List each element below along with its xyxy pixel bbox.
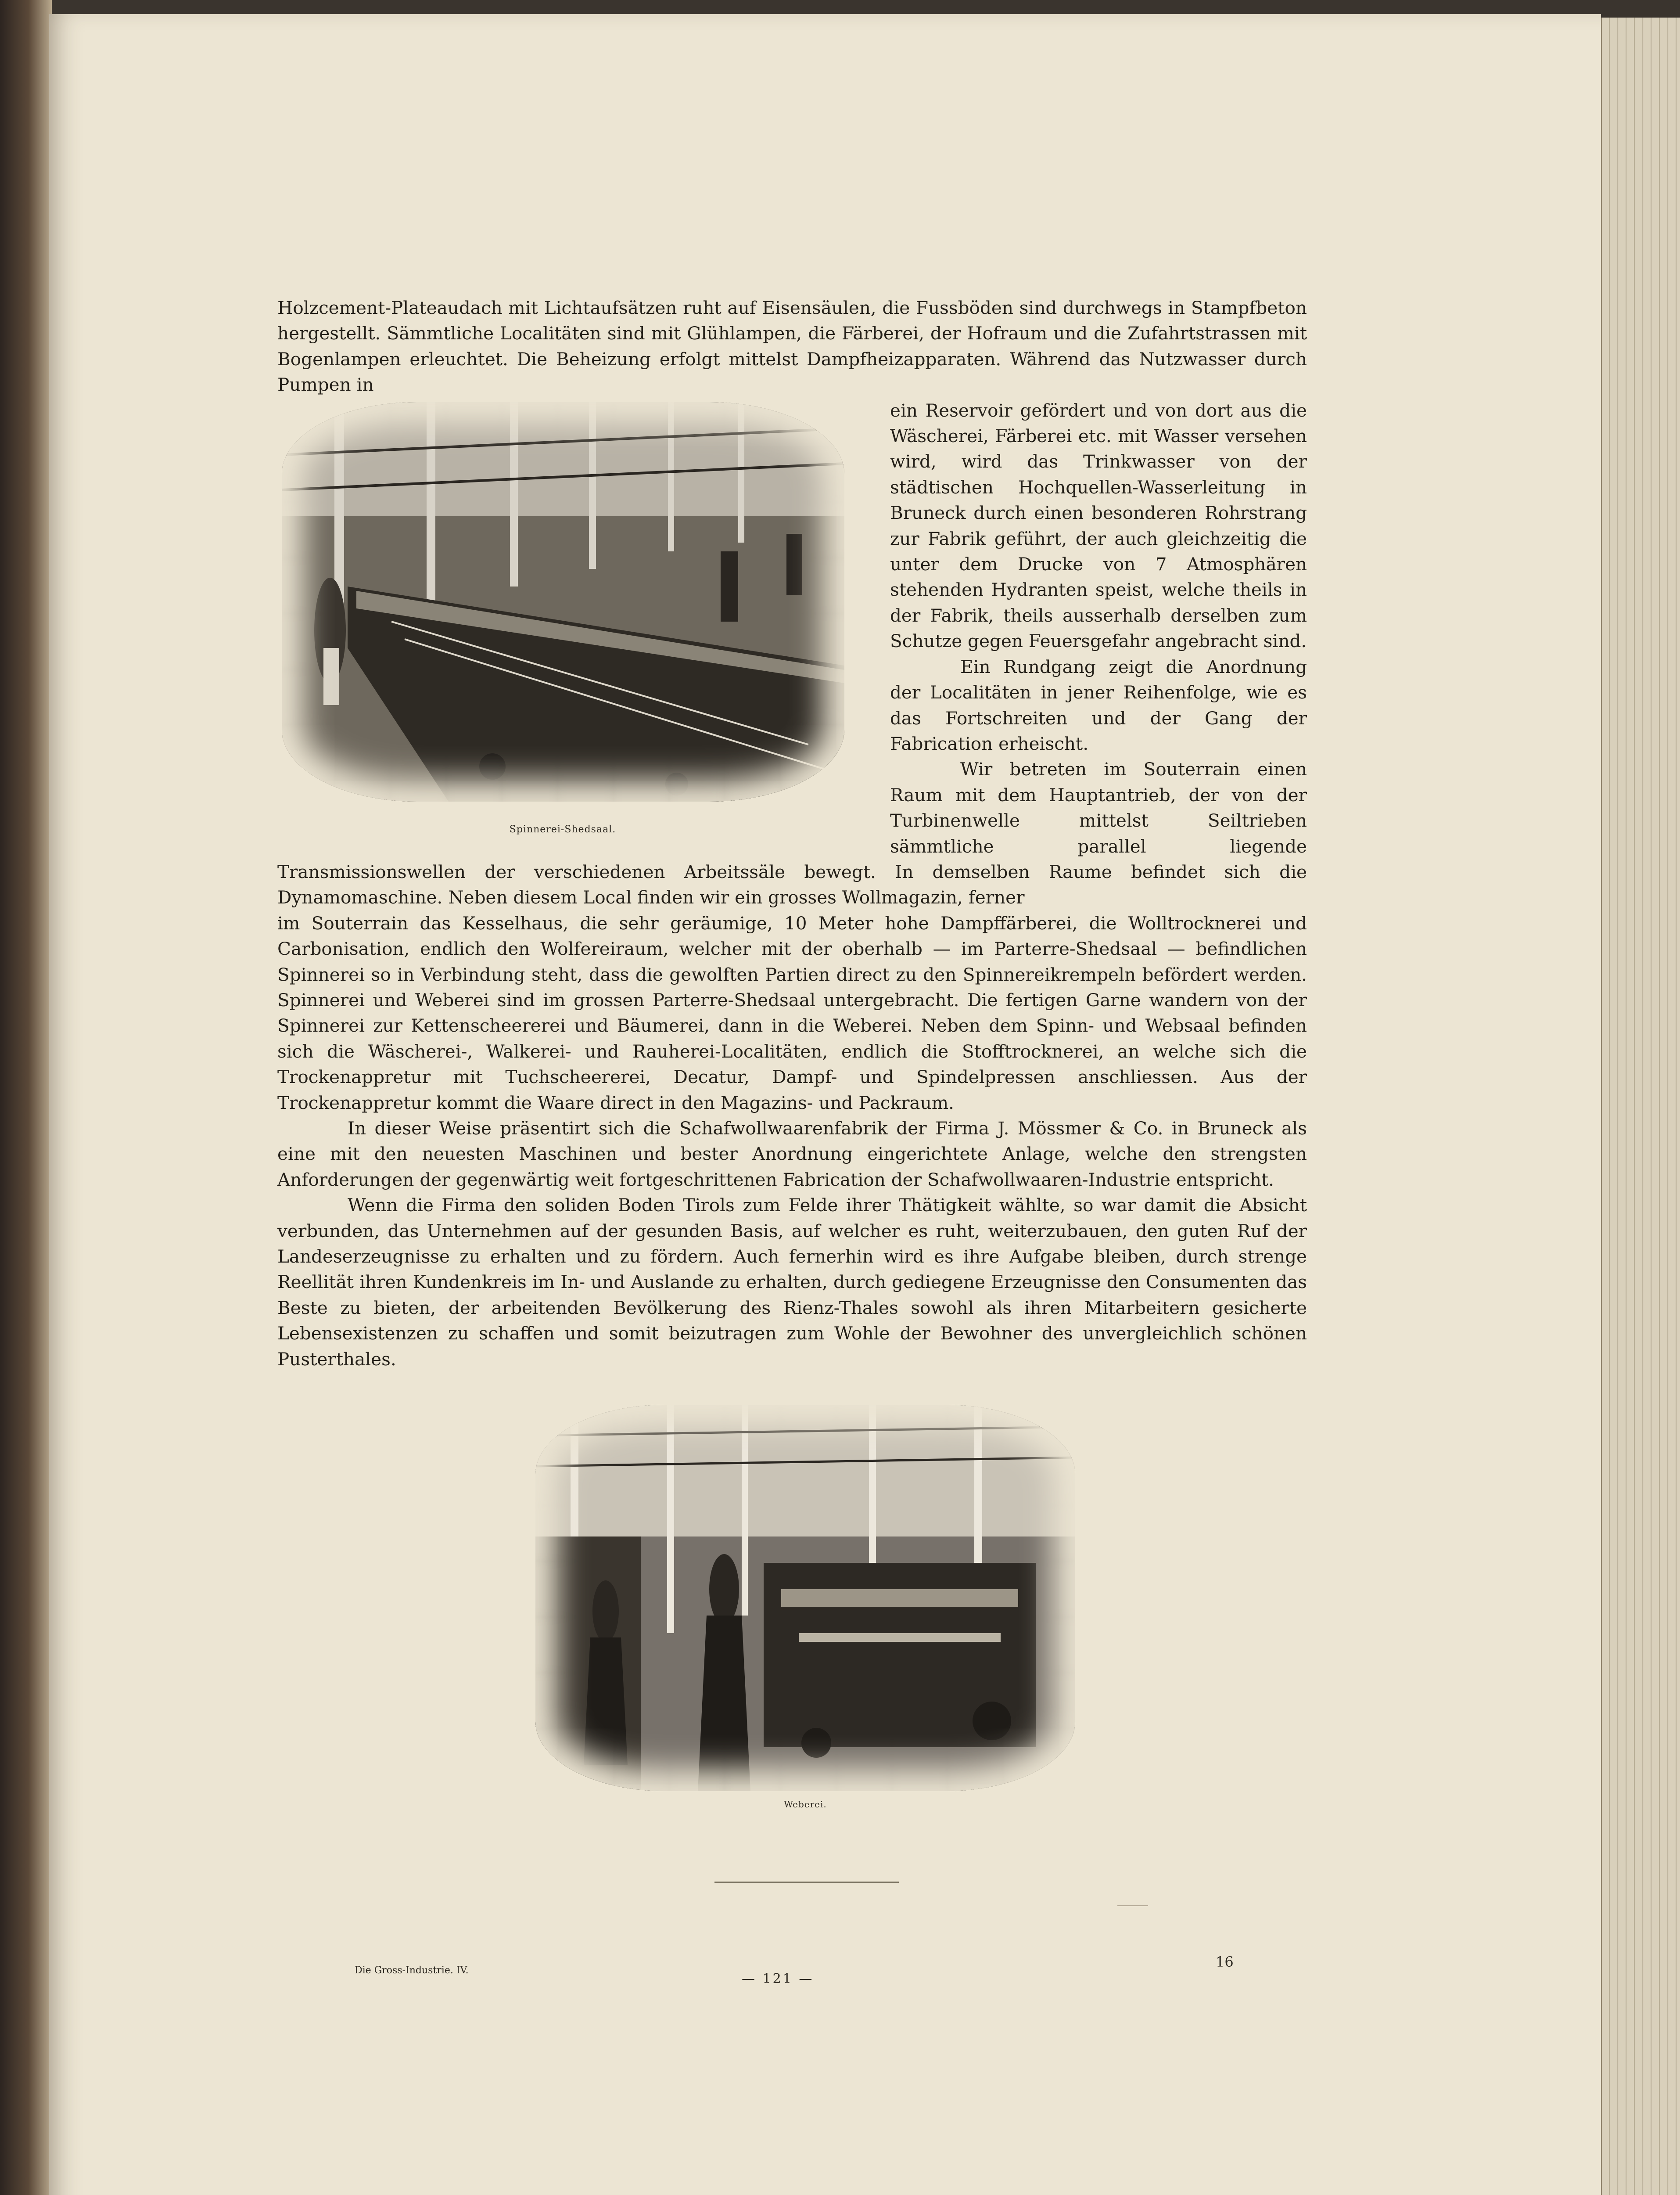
paragraph-5: Wenn die Firma den soliden Boden Tirols zum Felde ihrer Thätigkeit wählte, so war damit die Absicht verbunden, das Unternehmen auf der gesunden Basis, auf welcher es ruht, weiterzubauen, den guten Ruf der Landeserzeugnisse zu erhalten und zu fördern. Auch fernerhin wird es ihre Aufgabe bleiben, durch strenge Reellität ihren Kundenkreis im In- und Auslande zu erhalten, durch gediegene Erzeugnisse den Consumenten das Beste zu bieten, der arbeitenden Bevölkerung des Rienz-Thales sowohl als ihren Mitarbeitern gesicherte Lebensexistenzen zu schaffen und somit beizutragen zum Wohle der Bewohner des unvergleichlich schönen Pusterthales. xyxy=(277,1195,1307,1370)
weberei-photo-illustration xyxy=(535,1405,1075,1791)
paragraph-1-side: ein Reservoir gefördert und von dort aus die Wäscherei, Färberei etc. mit Wasser versehen wird, wird das Trinkwasser von der städtischen Hochquellen-Wasserleitung in Bruneck durch einen besonderen Rohrstrang zur Fabrik geführt, der auch gleichzeitig die unter dem Drucke von 7 Atmosphären stehenden Hydranten speist, welche theils in der Fabrik, theils ausserhalb derselben zum Schutze gegen Feuersgefahr angebracht sind. xyxy=(890,399,1307,652)
page-number: — 121 — xyxy=(742,1971,814,1986)
paragraph-3-rest: im Souterrain das Kesselhaus, die sehr geräumige, 10 Meter hohe Dampffärberei, die Wolltrocknerei und Carbonisation, endlich den Wolfereiraum, welcher mit der oberhalb — im Parterre-Shedsaal — befindlichen Spinnerei so in Verbindung steht, dass die gewolften Partien direct zu den Spinnereikrempeln befördert werden. Spinnerei und Weberei sind im grossen Parterre-Shedsaal untergebracht. Die fertigen Garne wandern von der Spinnerei zur Kettenscheererei und Bäumerei, dann in die Weberei. Neben dem Spinn- und Websaal befinden sich die Wäscherei-, Walkerei- und Rauherei-Localitäten, endlich die Stofftrocknerei, an welche sich die Trockenappretur mit Tuchscheererei, Decatur, Dampf- und Spindelpressen anschliessen. Aus der Trockenappretur kommt die Waare direct in den Magazins- und Packraum. xyxy=(277,912,1307,1113)
spinnerei-caption: Spinnerei-Shedsaal. xyxy=(509,824,616,835)
section-rule xyxy=(714,1882,899,1883)
book-spine xyxy=(0,0,52,2195)
paragraph-2: Ein Rundgang zeigt die Anordnung der Localitäten in jener Reihenfolge, wie es das Fortschreiten und der Gang der Fabrication erheischt. xyxy=(890,656,1307,754)
page-edges xyxy=(1601,18,1680,2195)
footer-publication: Die Gross-Industrie. IV. xyxy=(355,1965,469,1976)
figure-spinnerei xyxy=(277,398,868,859)
paragraph-4: In dieser Weise präsentirt sich die Schafwollwaarenfabrik der Firma J. Mössmer & Co. in Bruneck als eine mit den neuesten Maschinen und bester Anordnung eingerichtete Anlage, welche den strengsten Anforderungen der gegenwärtig weit fortgeschrittenen Fabrication der Schafwollwaaren-Industrie entspricht. xyxy=(277,1118,1307,1190)
signature-mark: 16 xyxy=(1216,1954,1234,1970)
weberei-photo xyxy=(535,1405,1075,1791)
paragraph-3-side: Wir betreten im Souterrain einen Raum mit dem Hauptantrieb, der von der Turbinenwelle mittelst Seiltrieben sämmtliche parallel liegende Transmissionswellen der verschiedenen Arbeitssäle bewegt. In demselben Raume befindet sich die Dynamomaschine. Neben diesem Local finden wir ein grosses Wollmagazin, ferner xyxy=(277,759,1307,908)
pencil-mark xyxy=(1117,1905,1148,1906)
spinnerei-photo xyxy=(282,402,844,802)
weberei-caption: Weberei. xyxy=(784,1799,827,1810)
article-text xyxy=(277,295,1307,1372)
paragraph-1-top: Holzcement-Plateaudach mit Lichtaufsätzen ruht auf Eisensäulen, die Fussböden sind durchwegs in Stampfbeton hergestellt. Sämmtliche Localitäten sind mit Glühlampen, die Färberei, der Hofraum und die Zufahrtstrassen mit Bogenlampen erleuchtet. Die Beheizung erfolgt mittelst Dampfheizapparaten. Während das Nutzwasser durch Pumpen in xyxy=(277,297,1307,396)
spinnerei-photo-illustration xyxy=(282,402,844,802)
